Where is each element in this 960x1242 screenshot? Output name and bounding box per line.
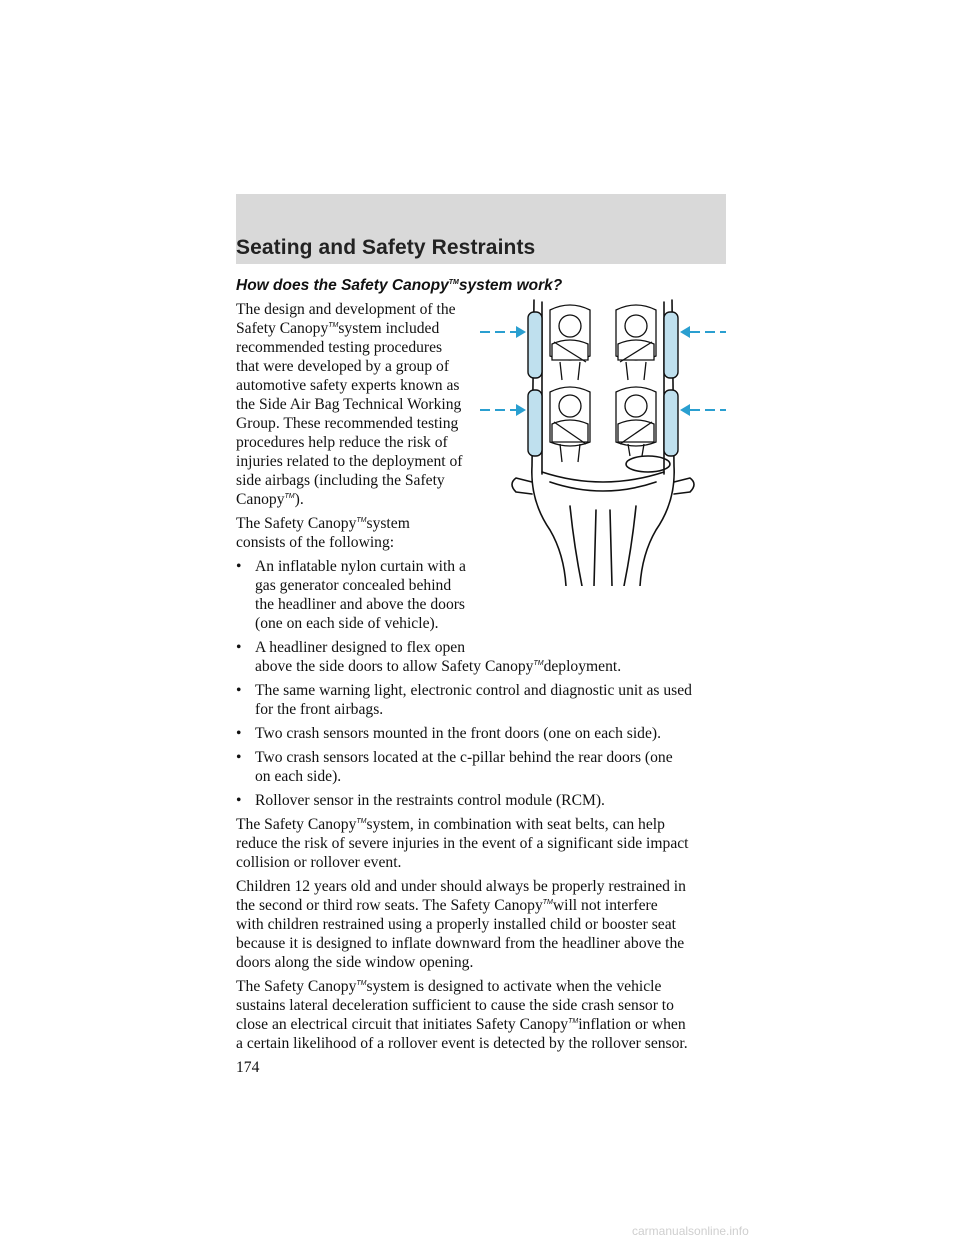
paragraph-combination: The Safety Canopy™system, in combination with seat belts, can help reduce the risk of severe injuries in the event of a significant side impact collision or rollover event. [236, 816, 689, 871]
paragraph-activation: The Safety Canopy™system is designed to activate when the vehicle sustains lateral deceleration sufficient to cause the side crash sensor to close an electrical circuit that initiates Safety Canopy™inflation or when a certain likelihood of a rollover event is detected by the rollover sensor. [236, 978, 688, 1052]
page-number: 174 [236, 1059, 260, 1076]
list-item: • Rollover sensor in the restraints control module (RCM). [236, 792, 605, 809]
body-content [236, 276, 726, 1082]
paragraph-consists: The Safety Canopy™system consists of the following: [236, 515, 410, 551]
list-item: • An inflatable nylon curtain with a gas generator concealed behind the headliner and above the doors (one on each side of vehicle). [236, 558, 466, 632]
list-item: • Two crash sensors mounted in the front doors (one on each side). [236, 725, 661, 742]
sub-heading: How does the Safety Canopy™system work? [236, 277, 563, 294]
paragraph-design: The design and development of the Safety Canopy™system included recommended testing procedures that were developed by a group of automotive safety experts known as the Side Air Bag Technical Working Group. These recommended testing procedures help reduce the risk of injuries related to the deployment of side airbags (including the Safety Canopy™). [236, 301, 463, 508]
list-item: • A headliner designed to flex open above the side doors to allow Safety Canopy™deployment. [236, 639, 622, 675]
paragraph-children: Children 12 years old and under should always be properly restrained in the second or third row seats. The Safety Canopy™will not interfere with children restrained using a properly installed child or booster seat because it is designed to inflate downward from the headliner above the doors along the side window opening. [236, 878, 686, 971]
section-title: Seating and Safety Restraints [236, 236, 536, 259]
list-item: • Two crash sensors located at the c-pillar behind the rear doors (one on each side). [236, 749, 673, 785]
watermark: carmanualsonline.info [632, 1224, 749, 1238]
list-item: • The same warning light, electronic control and diagnostic unit as used for the front airbags. [236, 682, 692, 718]
